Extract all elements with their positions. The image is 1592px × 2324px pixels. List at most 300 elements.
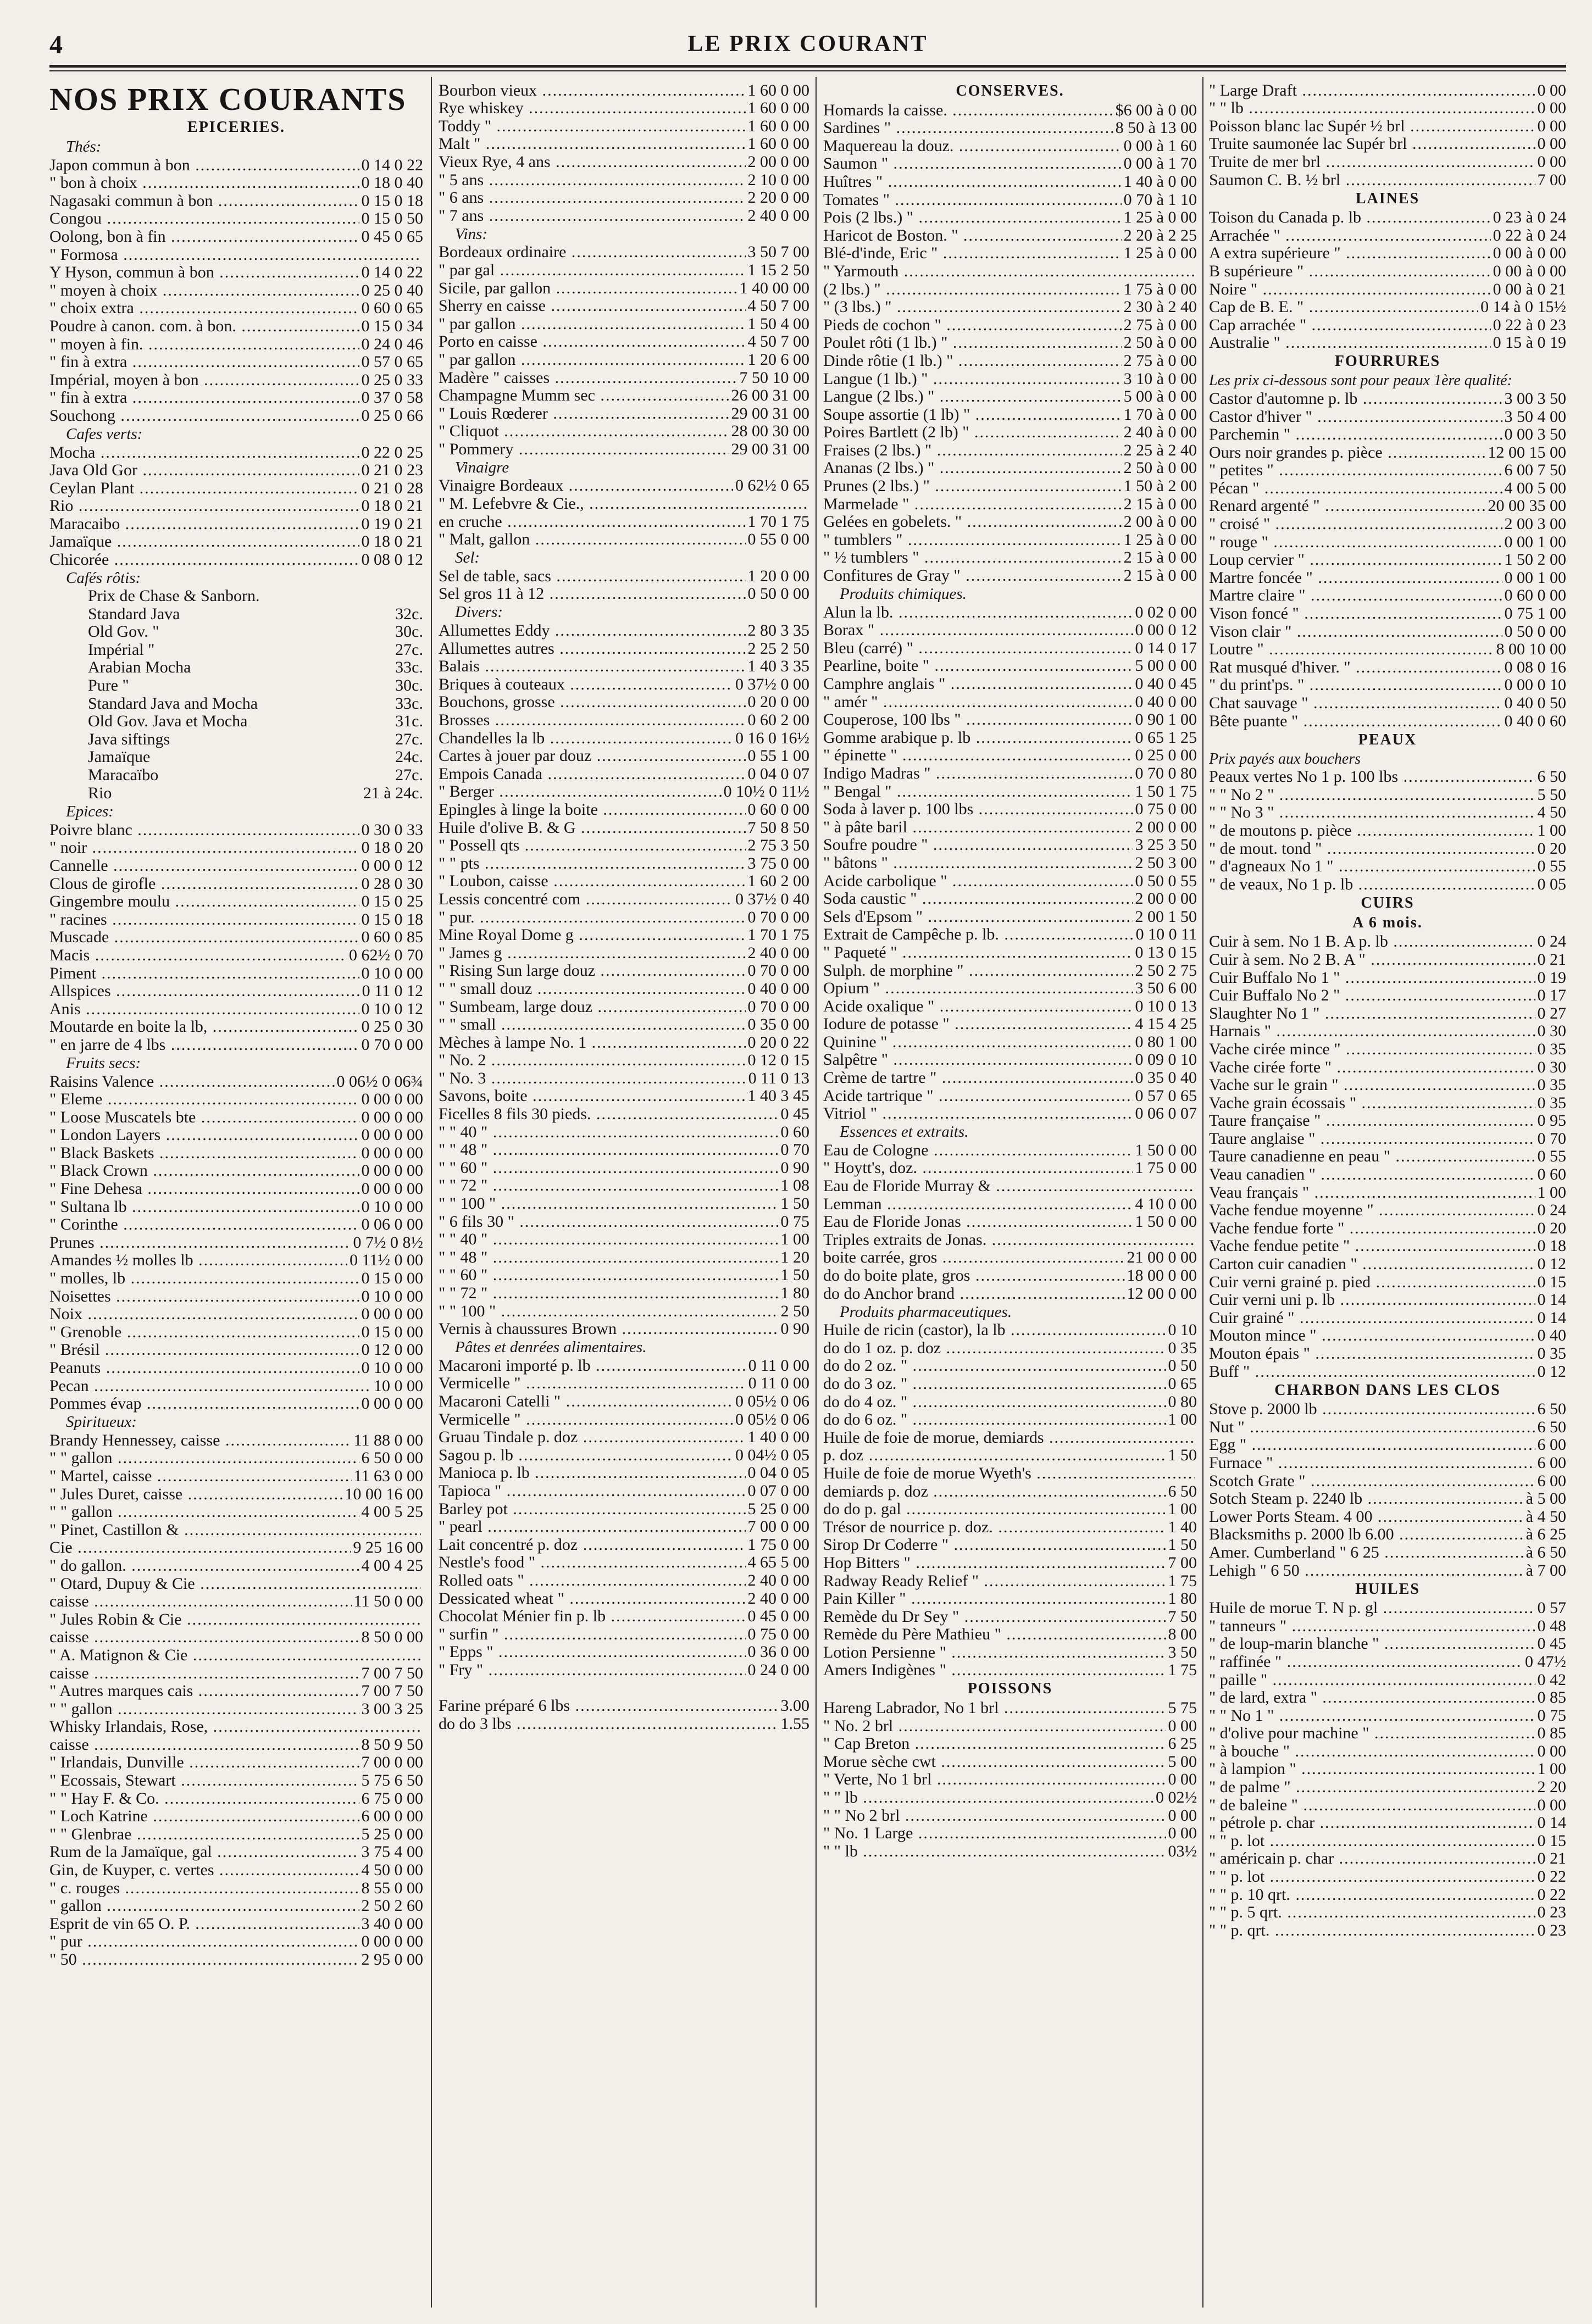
item-name: Soda caustic " ..... <box>823 890 1133 908</box>
price-row <box>823 1806 1197 1825</box>
price-row <box>1209 1327 1566 1345</box>
price-row <box>49 1789 423 1808</box>
price-row <box>823 1266 1197 1285</box>
price-row <box>823 1015 1197 1033</box>
item-price: 1 75 <box>1168 1661 1197 1680</box>
item-price: 0 45 0 65 <box>361 227 423 246</box>
item-price: 0 24 <box>1537 1201 1566 1220</box>
price-row <box>823 1213 1197 1231</box>
item-name: Soufre poudre " ..... <box>823 836 1133 854</box>
price-row <box>823 1321 1197 1339</box>
item-name: Cuir grainé " ..... <box>1209 1309 1535 1327</box>
price-row <box>1209 1165 1566 1183</box>
price-row <box>439 567 809 585</box>
price-row <box>1209 1004 1566 1022</box>
price-row <box>1209 1418 1566 1436</box>
price-row <box>49 299 423 318</box>
price-row <box>1209 426 1566 444</box>
price-row <box>439 1428 809 1447</box>
price-row <box>1209 81 1566 99</box>
price-row <box>823 943 1197 961</box>
item-price: 1 20 <box>780 1248 809 1266</box>
item-name: Loutre " ..... <box>1209 641 1494 658</box>
item-name: Cuir à sem. No 1 B. A p. lb ..... <box>1209 933 1535 950</box>
item-price: 0 24 0 00 <box>747 1661 809 1679</box>
price-row <box>49 407 423 425</box>
price-row <box>439 243 809 262</box>
price-row <box>49 1000 423 1018</box>
price-row <box>823 1643 1197 1661</box>
price-row <box>1209 1706 1566 1725</box>
price-row <box>1209 153 1566 171</box>
item-price: 6 00 7 50 <box>1504 461 1566 480</box>
price-row <box>49 281 423 299</box>
item-price: 0 80 1 00 <box>1135 1033 1197 1051</box>
item-price: 0 18 <box>1537 1237 1566 1255</box>
item-price: 29 00 31 00 <box>731 440 809 458</box>
item-price: 2 50 2 75 <box>1135 961 1197 980</box>
item-name: " " Hay F. & Co. ..... <box>49 1790 359 1808</box>
item-name: " épinette " ..... <box>823 747 1133 764</box>
price-row <box>49 1808 423 1826</box>
price-row <box>1209 298 1566 316</box>
item-name: Barley pot ..... <box>439 1500 746 1518</box>
item-price: 0 12 0 00 <box>361 1341 423 1359</box>
price-row <box>439 585 809 603</box>
price-row <box>439 1715 809 1733</box>
item-name: Haricot de Boston. " ..... <box>823 227 1122 244</box>
item-name: Acide carbolique " ..... <box>823 872 1133 890</box>
price-row <box>1209 821 1566 839</box>
price-row <box>439 513 809 531</box>
item-name: " Brésil ..... <box>49 1341 359 1359</box>
item-price: 0 55 <box>1537 857 1566 876</box>
item-price: 0 15 0 50 <box>361 209 423 228</box>
price-row <box>823 1771 1197 1789</box>
item-price: 0 18 0 20 <box>361 838 423 857</box>
item-price: 0 10 0 00 <box>361 1198 423 1216</box>
item-name: Raisins Valence ..... <box>49 1073 335 1091</box>
item-name: Loup cervier " ..... <box>1209 551 1502 569</box>
price-row <box>1209 1543 1566 1561</box>
item-name: Ananas (2 lbs.) " ..... <box>823 459 1122 477</box>
price-row <box>823 370 1197 388</box>
item-name: Nagasaki commun à bon ..... <box>49 192 359 210</box>
price-row <box>439 1302 809 1320</box>
price-row <box>823 566 1197 585</box>
item-name: " Grenoble ..... <box>49 1324 359 1341</box>
price-row <box>439 1554 809 1572</box>
price-row <box>823 782 1197 800</box>
item-name: Vache fendue petite " ..... <box>1209 1237 1535 1255</box>
price-row <box>823 1500 1197 1519</box>
page-heading: NOS PRIX COURANTS <box>49 81 407 117</box>
item-price: 0 15 0 18 <box>361 192 423 210</box>
item-name: " " No 1 " ..... <box>1209 1707 1535 1725</box>
item-name: Hop Bitters " ..... <box>823 1554 1166 1572</box>
section-heading: CHARBON DANS LES CLOS <box>1274 1381 1501 1399</box>
price-row <box>1209 1219 1566 1237</box>
price-row <box>1209 622 1566 641</box>
item-price: 0 25 0 66 <box>361 407 423 425</box>
item-name: " Loch Katrine ..... <box>49 1808 359 1825</box>
price-row <box>439 1141 809 1159</box>
item-name: Huîtres " ..... <box>823 173 1122 191</box>
price-row <box>49 1091 423 1109</box>
item-price: 4 15 4 25 <box>1135 1015 1197 1033</box>
item-name: " Loubon, caisse ..... <box>439 872 746 890</box>
item-price: 2 40 0 00 <box>747 1589 809 1608</box>
item-name: Impérial, moyen à bon ..... <box>49 371 359 389</box>
item-price: 0 55 1 00 <box>747 747 809 765</box>
item-name: " Yarmouth ..... <box>823 263 1195 280</box>
item-price: 6 50 <box>1537 768 1566 786</box>
item-name: Langue (1 lb.) " ..... <box>823 370 1122 388</box>
item-price: 0 05 <box>1537 875 1566 893</box>
price-row <box>49 1126 423 1144</box>
section-heading: HUILES <box>1355 1580 1420 1598</box>
price-row <box>1209 569 1566 587</box>
item-price: 0 00 <box>1537 1796 1566 1814</box>
price-row <box>49 857 423 875</box>
price-row <box>823 137 1197 155</box>
item-name: Esprit de vin 65 O. P. ..... <box>49 1915 359 1933</box>
item-price: 11 63 0 00 <box>353 1467 423 1485</box>
item-name: " " p. qrt. ..... <box>1209 1922 1535 1939</box>
item-name: Castor d'hiver " ..... <box>1209 408 1502 426</box>
item-price: 0 19 0 21 <box>361 515 423 533</box>
price-row <box>49 1503 423 1521</box>
item-price: 0 20 0 00 <box>747 693 809 711</box>
item-name: do do 1 oz. p. doz ..... <box>823 1339 1166 1357</box>
item-name: " 6 ans ..... <box>439 189 746 207</box>
item-name: do do p. gal ..... <box>823 1500 1166 1518</box>
item-price: 0 08 0 16 <box>1504 658 1566 676</box>
price-row <box>1209 1291 1566 1309</box>
item-name: " Cliquot ..... <box>439 422 729 440</box>
item-name: Sel gros 11 à 12 ..... <box>439 585 746 603</box>
price-row <box>823 1375 1197 1393</box>
item-name: Triples extraits de Jonas. ..... <box>823 1231 1195 1249</box>
price-row <box>1209 1255 1566 1273</box>
item-name: " Verte, No 1 brl ..... <box>823 1771 1166 1788</box>
item-name: " " gallon ..... <box>49 1700 359 1718</box>
item-price: 6 00 <box>1537 1454 1566 1472</box>
item-name: Brandy Hennessey, caisse ..... <box>49 1432 352 1449</box>
price-row <box>823 818 1197 836</box>
item-name: Fraises (2 lbs.) " ..... <box>823 442 1122 459</box>
subsection-heading: Pâtes et denrées alimentaires. <box>455 1338 647 1356</box>
item-price: 4 65 5 00 <box>747 1553 809 1572</box>
item-price: 0 10 0 00 <box>361 1287 423 1305</box>
item-name: " No. 3 ..... <box>439 1070 746 1087</box>
item-price: 5 75 <box>1168 1699 1197 1717</box>
price-row <box>49 210 423 228</box>
item-name: Vinaigre Bordeaux ..... <box>439 477 733 494</box>
price-row <box>49 910 423 929</box>
item-price: 0 80 <box>1168 1392 1197 1411</box>
item-price: 30c. <box>395 677 423 695</box>
item-price: 3 50 6 00 <box>1135 979 1197 998</box>
item-name: Rye whiskey ..... <box>439 99 746 117</box>
item-name: " M. Lefebvre & Cie., ..... <box>439 495 807 513</box>
item-name: " de palme " ..... <box>1209 1778 1535 1796</box>
item-name: " bâtons " ..... <box>823 854 1133 872</box>
item-price: 0 00 0 00 <box>361 1126 423 1144</box>
price-row <box>823 513 1197 531</box>
item-name: " Sultana lb ..... <box>49 1198 359 1216</box>
price-row <box>1209 658 1566 676</box>
item-name: Madère " caisses ..... <box>439 369 737 387</box>
item-price: 11 88 0 00 <box>353 1431 423 1449</box>
price-row <box>49 1950 423 1969</box>
price-row <box>49 533 423 551</box>
price-row <box>49 174 423 192</box>
item-name: Truite saumonée lac Supér brl ..... <box>1209 135 1535 153</box>
item-name: Huile d'olive B. & G ..... <box>439 819 746 837</box>
item-name: Iodure de potasse " ..... <box>823 1015 1133 1033</box>
price-row <box>1209 1040 1566 1058</box>
price-row <box>1209 839 1566 858</box>
item-name: Mèches à lampe No. 1 ..... <box>439 1034 746 1052</box>
item-name: Pieds de cochon " ..... <box>823 316 1122 334</box>
item-price: 0 35 <box>1537 1094 1566 1112</box>
item-price: 3 10 à 0 00 <box>1123 369 1197 388</box>
item-price: 6 75 0 00 <box>361 1789 423 1808</box>
price-row <box>823 495 1197 513</box>
price-row <box>823 764 1197 782</box>
item-price: 0 00 <box>1168 1806 1197 1825</box>
item-name: " " p. 5 qrt. ..... <box>1209 1904 1535 1921</box>
subsection-heading: Divers: <box>455 603 503 621</box>
item-name: Mouton épais " ..... <box>1209 1345 1535 1363</box>
item-name: Peaux vertes No 1 p. 100 lbs ..... <box>1209 768 1535 786</box>
item-price: 3 50 <box>1168 1643 1197 1661</box>
item-price: 0 00 à 1 60 <box>1123 137 1197 155</box>
price-row <box>49 587 423 605</box>
price-row <box>1209 987 1566 1005</box>
item-price: 0 00 <box>1537 153 1566 171</box>
price-row <box>49 1198 423 1216</box>
price-row <box>439 1482 809 1500</box>
item-price: 2 75 à 0 00 <box>1123 316 1197 334</box>
price-row <box>439 1464 809 1482</box>
item-name: Vache sur le grain " ..... <box>1209 1076 1535 1094</box>
price-column-4 <box>1209 81 1566 2306</box>
item-name: Mouton mince " ..... <box>1209 1327 1535 1344</box>
price-row <box>823 352 1197 370</box>
price-row <box>823 908 1197 926</box>
subsection-heading: Sel: <box>455 549 480 567</box>
subsection-heading: Produits chimiques. <box>840 585 967 603</box>
item-price: 2 80 3 35 <box>747 621 809 640</box>
item-price: 0 35 <box>1537 1344 1566 1363</box>
price-row <box>1209 1148 1566 1166</box>
item-name: Arabian Mocha <box>88 659 191 677</box>
item-price: 0 10 0 13 <box>1135 997 1197 1015</box>
item-price: 0 22 0 25 <box>361 443 423 462</box>
item-price: 6 00 <box>1537 1471 1566 1490</box>
item-price: 18 00 0 00 <box>1127 1266 1197 1285</box>
item-name: " " p. 10 qrt. ..... <box>1209 1886 1535 1904</box>
item-price: 0 23 <box>1537 1903 1566 1922</box>
item-price: 8 50 9 50 <box>361 1736 423 1754</box>
price-row <box>1209 1526 1566 1544</box>
item-price: 1 40 00 00 <box>739 279 809 297</box>
item-price: 1 60 0 00 <box>747 135 809 153</box>
column-divider <box>816 77 817 2308</box>
item-name: Toddy " ..... <box>439 118 746 135</box>
item-name: Soda à laver p. 100 lbs ..... <box>823 800 1133 818</box>
price-row <box>439 135 809 153</box>
item-name: en cruche ..... <box>439 513 746 531</box>
price-row <box>1209 1130 1566 1148</box>
item-name: Noix ..... <box>49 1305 359 1323</box>
item-price: 0 11 0 13 <box>748 1069 809 1087</box>
section-heading: CONSERVES. <box>956 82 1064 99</box>
item-price: 0 02½ <box>1156 1788 1197 1807</box>
item-price: 1 20 6 00 <box>747 351 809 369</box>
item-name: " Louis Rœderer ..... <box>439 405 729 422</box>
item-name: Macaroni Catelli " ..... <box>439 1393 733 1410</box>
item-price: 6 50 0 00 <box>361 1449 423 1467</box>
price-row <box>49 1933 423 1951</box>
item-name: Nestle's food " ..... <box>439 1554 746 1571</box>
item-price: 2 50 à 0 00 <box>1123 333 1197 352</box>
item-price: 0 57 0 65 <box>1135 1087 1197 1105</box>
price-row <box>439 1105 809 1123</box>
item-name: Malt " ..... <box>439 135 746 153</box>
price-row <box>49 246 423 264</box>
item-name: Martre foncée " ..... <box>1209 569 1502 587</box>
item-price: 0 23 à 0 24 <box>1493 208 1566 227</box>
item-price: 0 07 0 00 <box>747 1482 809 1500</box>
item-name: Congou ..... <box>49 210 359 227</box>
item-name: Egg " ..... <box>1209 1436 1535 1454</box>
price-row <box>1209 1022 1566 1041</box>
item-name: Pearline, boite " ..... <box>823 657 1133 675</box>
item-name: Oolong, bon à fin ..... <box>49 228 359 246</box>
item-price: 1 70 1 75 <box>747 513 809 531</box>
item-name: Pure " <box>88 677 129 695</box>
item-price: 4 00 4 25 <box>361 1556 423 1575</box>
price-row <box>823 1195 1197 1213</box>
item-price: 1 50 <box>1168 1536 1197 1554</box>
item-price: 0 35 0 40 <box>1135 1069 1197 1087</box>
price-row <box>823 405 1197 424</box>
price-row <box>49 1521 423 1539</box>
item-price: 1 00 <box>1537 1760 1566 1778</box>
item-name: Peanuts ..... <box>49 1359 359 1377</box>
item-name: caisse ..... <box>49 1628 359 1646</box>
item-price: 0 35 0 00 <box>747 1015 809 1034</box>
item-name: Vieux Rye, 4 ans ..... <box>439 153 746 171</box>
price-row <box>439 980 809 998</box>
price-row <box>49 1754 423 1772</box>
item-name: Taure française " ..... <box>1209 1112 1535 1130</box>
price-row <box>1209 1508 1566 1526</box>
price-row <box>49 893 423 911</box>
item-price: 0 47½ <box>1525 1653 1566 1671</box>
item-name: Cap de B. E. " ..... <box>1209 298 1478 316</box>
item-price: 0 57 0 65 <box>361 353 423 371</box>
item-price: 2 25 2 50 <box>747 640 809 658</box>
item-price: 7 00 <box>1537 170 1566 189</box>
item-price: 0 21 0 23 <box>361 461 423 480</box>
price-row <box>439 890 809 908</box>
price-row <box>49 1575 423 1593</box>
item-price: 2 00 à 0 00 <box>1123 513 1197 531</box>
item-price: 0 15 <box>1537 1273 1566 1291</box>
price-row <box>49 192 423 210</box>
item-price: 1 50 <box>780 1194 809 1213</box>
price-row <box>439 783 809 801</box>
item-price: 0 00 <box>1168 1770 1197 1789</box>
price-row <box>439 1392 809 1410</box>
item-name: (2 lbs.) " ..... <box>823 281 1122 298</box>
item-price: 1 60 0 00 <box>747 81 809 99</box>
item-price: 1 40 à 0 00 <box>1123 173 1197 191</box>
item-price: 1 50 1 75 <box>1135 782 1197 800</box>
price-row <box>439 1410 809 1428</box>
item-price: 0 60 2 00 <box>747 711 809 729</box>
price-row <box>1209 1832 1566 1850</box>
item-name: " gallon ..... <box>49 1897 359 1915</box>
item-name: " fin à extra ..... <box>49 389 359 407</box>
price-row <box>1209 1760 1566 1778</box>
item-name: Homards la caisse. ..... <box>823 102 1113 119</box>
item-price: 0 62½ 0 70 <box>349 946 423 964</box>
item-price: 0 28 0 30 <box>361 874 423 893</box>
price-row <box>823 675 1197 693</box>
item-price: 0 65 1 25 <box>1135 729 1197 747</box>
item-name: " " 48 " ..... <box>439 1249 779 1266</box>
item-name: " No. 2 ..... <box>439 1052 746 1069</box>
price-row <box>49 677 423 695</box>
price-row <box>49 1036 423 1054</box>
price-row <box>49 1879 423 1897</box>
item-name: " molles, lb ..... <box>49 1270 359 1287</box>
item-price: 0 20 <box>1537 1219 1566 1237</box>
price-row <box>439 944 809 962</box>
price-row <box>439 640 809 658</box>
item-name: Allspices ..... <box>49 982 360 1000</box>
price-row <box>823 1464 1197 1482</box>
item-name: Farine préparé 6 lbs ..... <box>439 1697 779 1715</box>
item-name: " " gallon ..... <box>49 1503 359 1521</box>
price-row <box>823 747 1197 765</box>
item-price: 0 35 <box>1168 1339 1197 1357</box>
item-name: " Hoytt's, doz. ..... <box>823 1159 1133 1177</box>
item-price: 1 40 0 00 <box>747 1428 809 1447</box>
price-row <box>439 297 809 315</box>
price-row <box>823 1339 1197 1357</box>
price-row <box>49 1539 423 1557</box>
item-name: Cannelle ..... <box>49 857 359 875</box>
price-row <box>1209 209 1566 227</box>
item-price: 0 06 0 00 <box>361 1215 423 1234</box>
price-row <box>439 1518 809 1536</box>
price-row <box>49 1593 423 1611</box>
item-name: Rolled oats " ..... <box>439 1572 746 1589</box>
item-price: 2 15 à 0 00 <box>1123 566 1197 585</box>
item-price: 0 12 <box>1537 1255 1566 1274</box>
price-row <box>1209 1599 1566 1617</box>
item-price: 0 13 0 15 <box>1135 943 1197 961</box>
item-name: " petites " ..... <box>1209 462 1502 479</box>
item-price: 1 75 0 00 <box>747 1536 809 1554</box>
item-name: Bouchons, grosse ..... <box>439 693 746 711</box>
